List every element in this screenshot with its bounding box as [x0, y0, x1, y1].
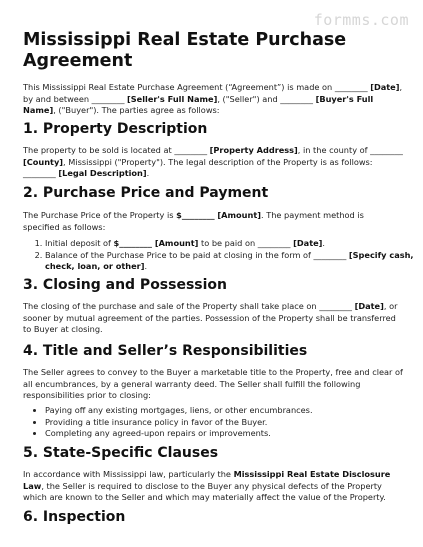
section-heading-state-clauses: 5. State-Specific Clauses — [23, 445, 219, 461]
purchase-price-paragraph: The Purchase Price of the Property is $________ [Amount]. The payment method is specified as follows: — [23, 210, 364, 232]
state-clauses-paragraph: In accordance with Mississippi law, particularly the Mississippi Real Estate Disclosure Law, the Seller is required to disclose to the Buyer any physical defects of the Property which are known to the Seller and which may materially affect the value of the Property. — [23, 469, 391, 502]
intro-paragraph: This Mississippi Real Estate Purchase Agreement (“Agreement”) is made on ________ [Date], by and between ________ [Seller's Full Name], ("Seller") and ________ [Buyer's Full Name], ("Buyer"). The parties agree as follows: — [23, 82, 403, 115]
list-item: 1. Initial deposit of $________ [Amount] to be paid on ________ [Date]. — [45, 238, 417, 250]
section-heading-inspection: 6. Inspection — [23, 509, 126, 525]
list-item: • Completing any agreed-upon repairs or improvements. — [45, 428, 417, 440]
property-description-paragraph: The property to be sold is located at ________ [Property Address], in the county of ________ [County], Mississippi ("Property"). The legal description of the Property is as follows: ________ [Legal Description]. — [23, 145, 403, 178]
section-heading-property-description: 1. Property Description — [23, 121, 208, 137]
payment-list — [23, 238, 417, 273]
watermark: formms.com — [313, 11, 409, 29]
closing-paragraph: The closing of the purchase and sale of the Property shall take place on ________ [Date], or sooner by mutual agreement of the parties. Possession of the Property shall be transferred to Buyer at closing. — [23, 301, 398, 334]
list-item: • Providing a title insurance policy in favor of the Buyer. — [45, 417, 417, 429]
section-heading-purchase-price: 2. Purchase Price and Payment — [23, 185, 269, 201]
title-responsibilities-paragraph: The Seller agrees to convey to the Buyer a marketable title to the Property, free and clear of all encumbrances, by a general warranty deed. The Seller shall fulfill the following responsibilities prior to closing: — [23, 367, 403, 400]
section-heading-closing-possession: 3. Closing and Possession — [23, 277, 228, 293]
document-title: Mississippi Real Estate Purchase Agreement — [23, 30, 347, 71]
responsibilities-list — [23, 405, 417, 440]
list-item: • Paying off any existing mortgages, liens, or other encumbrances. — [45, 405, 417, 417]
list-item: 2. Balance of the Purchase Price to be paid at closing in the form of ________ [Specify cash, check, loan, or other]. — [45, 250, 417, 273]
section-heading-title-responsibilities: 4. Title and Seller’s Responsibilities — [23, 343, 308, 359]
